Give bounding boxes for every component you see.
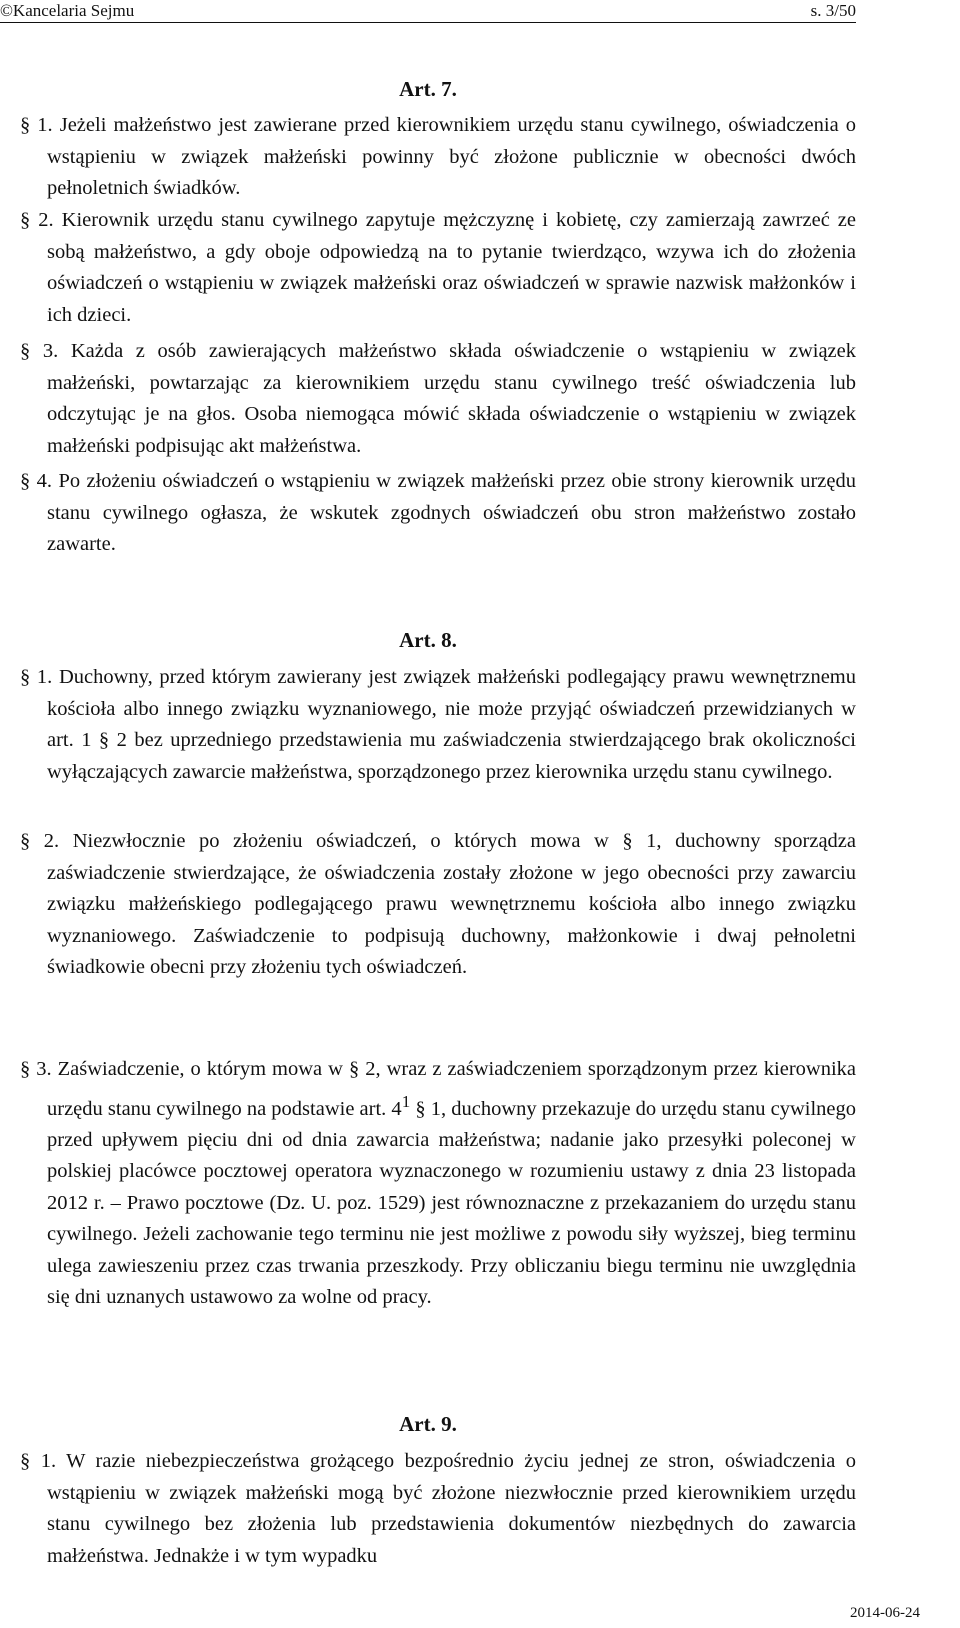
page-header bbox=[0, 0, 856, 23]
article-8-paragraph-1 bbox=[0, 662, 856, 788]
article-9-paragraph-1 bbox=[0, 1446, 856, 1572]
article-7-title: Art. 7. bbox=[399, 77, 457, 101]
paragraph-text: § 1. W razie niebezpieczeństwa grożącego bezpośrednio życiu jednej ze stron, oświadczenia o wstąpieniu w związek małżeński mogą być złożone niezwłocznie przed kierownikiem urzędu stanu cywilnego bez złożenia lub przedstawienia dokumentów niezbędnych do zawarcia małżeństwa. Jednakże i w tym wypadku bbox=[20, 1450, 856, 1567]
paragraph-text: § 3. Każda z osób zawierających małżeństwo składa oświadczenie o wstąpieniu w związek małżeński, powtarzając za kierownikiem urzędu stanu cywilnego treść oświadczenia lub odczytując je na głos. Osoba niemogąca mówić składa oświadczenie o wstąpieniu w związek małżeński podpisując akt małżeństwa. bbox=[20, 340, 856, 457]
article-7-paragraph-3 bbox=[0, 336, 856, 462]
paragraph-text: § 2. Niezwłocznie po złożeniu oświadczeń, o których mowa w § 1, duchowny sporządza zaświadczenie stwierdzające, że oświadczenia zostały złożone w jego obecności przy zawarciu związku małżeńskiego podlegającego prawu wewnętrznemu kościoła albo innego związku wyznaniowego. Zaświadczenie to podpisują duchowny, małżonkowie i dwaj pełnoletni świadkowie obecni przy złożeniu tych oświadczeń. bbox=[20, 830, 856, 978]
paragraph-text: § 2. Kierownik urzędu stanu cywilnego zapytuje mężczyznę i kobietę, czy zamierzają zawrzeć ze sobą małżeństwo, a gdy oboje odpowiedzą na to pytanie twierdząco, wzywa ich do złożenia oświadczeń o wstąpieniu w związek małżeński oraz oświadczeń w sprawie nazwisk małżonków i ich dzieci. bbox=[20, 209, 856, 326]
paragraph-text bbox=[0, 1054, 856, 1314]
paragraph-text-before-superscript: § 3. Zaświadczenie, o którym mowa w § 2, wraz z zaświadczeniem sporządzonym przez kierownika urzędu stanu cywilnego na podstawie art. 4 bbox=[20, 1058, 856, 1120]
article-9-title: Art. 9. bbox=[399, 1412, 457, 1436]
paragraph-text-after-superscript: § 1, duchowny przekazuje do urzędu stanu cywilnego przed upływem pięciu dni od dnia zawarcia małżeństwa; nadanie jako przesyłki poleconej w polskiej placówce pocztowej operatora wyznaczonego w rozumieniu ustawy z dnia 23 listopada 2012 r. – Prawo pocztowe (Dz. U. poz. 1529) jest równoznaczne z przekazaniem do urzędu stanu cywilnego. Jeżeli zachowanie tego terminu nie jest możliwe z powodu siły wyższej, bieg terminu ulega zawieszeniu przez czas trwania przeszkody. Przy obliczaniu biegu terminu nie uwzględnia się dni uznanych ustawowo za wolne od pracy. bbox=[47, 1097, 856, 1309]
article-8-paragraph-2 bbox=[0, 826, 856, 984]
paragraph-text: § 1. Duchowny, przed którym zawierany jest związek małżeński podlegający prawu wewnętrznemu kościoła albo innego związku wyznaniowego, nie może przyjąć oświadczeń przewidzianych w art. 1 § 2 bez uprzedniego przedstawienia mu zaświadczenia stwierdzającego brak okoliczności wyłączających zawarcie małżeństwa, sporządzonego przez kierownika urzędu stanu cywilnego. bbox=[20, 666, 856, 783]
document-date: 2014-06-24 bbox=[850, 1605, 920, 1621]
article-8-title: Art. 8. bbox=[399, 628, 457, 652]
article-7-paragraph-4 bbox=[0, 466, 856, 561]
superscript-number: 1 bbox=[401, 1091, 411, 1111]
paragraph-text: § 1. Jeżeli małżeństwo jest zawierane przed kierownikiem urzędu stanu cywilnego, oświadczenia o wstąpieniu w związek małżeński powinny być złożone publicznie w obecności dwóch pełnoletnich świadków. bbox=[20, 114, 856, 199]
paragraph-text: § 4. Po złożeniu oświadczeń o wstąpieniu w związek małżeński przez obie strony kierownik urzędu stanu cywilnego ogłasza, że wskutek zgodnych oświadczeń obu stron małżeństwo zostało zawarte. bbox=[20, 470, 856, 555]
copyright-text: ©Kancelaria Sejmu bbox=[0, 1, 135, 20]
article-8-paragraph-3 bbox=[0, 1054, 856, 1314]
article-7-paragraph-2 bbox=[0, 205, 856, 331]
page-number: s. 3/50 bbox=[810, 1, 856, 20]
article-7-paragraph-1 bbox=[0, 110, 856, 205]
